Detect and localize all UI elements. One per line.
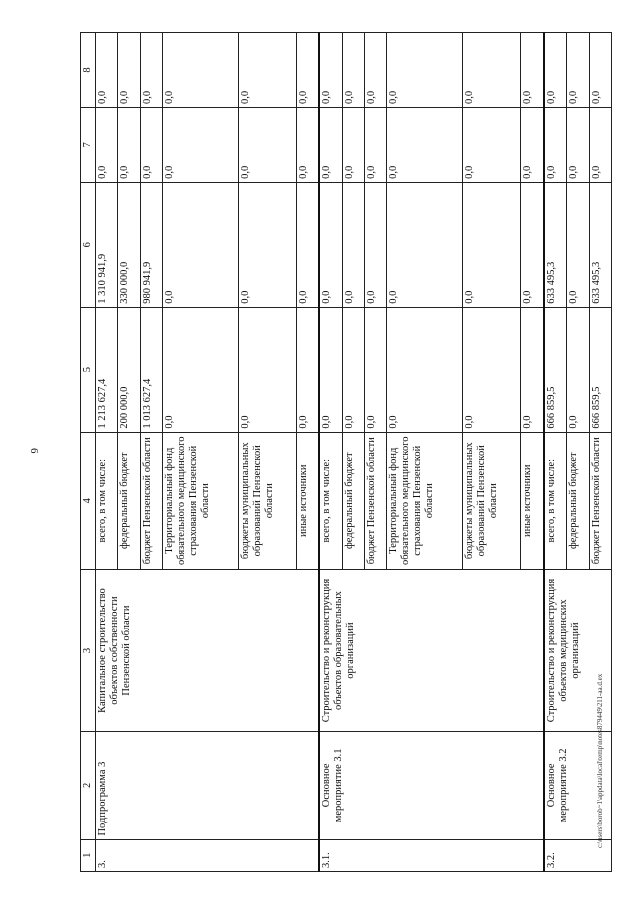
funding-source: всего, в том числе: (96, 432, 118, 569)
value-col5: 1 013 627,4 (140, 307, 162, 432)
value-col7: 0,0 (96, 107, 118, 182)
value-col8: 0,0 (140, 33, 162, 108)
column-header: 2 (81, 732, 96, 839)
value-col6: 0,0 (342, 182, 364, 307)
item-description: Строительство и реконструкция объектов образовательных организаций (319, 569, 544, 731)
value-col6: 980 941,9 (140, 182, 162, 307)
value-col5: 0,0 (162, 307, 238, 432)
value-col7: 0,0 (365, 107, 387, 182)
value-col7: 0,0 (589, 107, 611, 182)
value-col5: 0,0 (463, 307, 521, 432)
value-col8: 0,0 (296, 33, 319, 108)
value-col6: 0,0 (521, 182, 544, 307)
funding-source: всего, в том числе: (319, 432, 342, 569)
budget-table (80, 32, 612, 872)
value-col6: 633 495,3 (589, 182, 611, 307)
funding-source: иные источники (296, 432, 319, 569)
value-col5: 0,0 (319, 307, 342, 432)
value-col6: 0,0 (387, 182, 463, 307)
item-name: Подпрограмма 3 (96, 732, 320, 839)
value-col6: 0,0 (319, 182, 342, 307)
funding-source: федеральный бюджет (118, 432, 140, 569)
value-col8: 0,0 (567, 33, 589, 108)
value-col8: 0,0 (387, 33, 463, 108)
value-col5: 0,0 (238, 307, 296, 432)
page-number: 6 (28, 448, 40, 454)
column-number-row (81, 33, 96, 872)
value-col8: 0,0 (238, 33, 296, 108)
value-col5: 666 859,5 (589, 307, 611, 432)
item-name: Основное мероприятие 3.1 (319, 732, 544, 839)
funding-source: бюджет Пензенской области (589, 432, 611, 569)
value-col6: 0,0 (567, 182, 589, 307)
column-header: 6 (81, 182, 96, 307)
column-header: 5 (81, 307, 96, 432)
value-col6: 0,0 (162, 182, 238, 307)
value-col5: 666 859,5 (544, 307, 567, 432)
value-col7: 0,0 (544, 107, 567, 182)
value-col7: 0,0 (521, 107, 544, 182)
value-col7: 0,0 (162, 107, 238, 182)
funding-source: бюджеты муниципальных образований Пензенской области (238, 432, 296, 569)
item-description: Строительство и реконструкция объектов медицинских организаций (544, 569, 612, 731)
column-header: 7 (81, 107, 96, 182)
value-col5: 0,0 (387, 307, 463, 432)
value-col7: 0,0 (140, 107, 162, 182)
item-number: 3.1. (319, 839, 544, 871)
funding-source: Территориальный фонд обязательного медицинского страхования Пензенской области (387, 432, 463, 569)
value-col7: 0,0 (567, 107, 589, 182)
value-col6: 0,0 (365, 182, 387, 307)
value-col8: 0,0 (589, 33, 611, 108)
item-number: 3.2. (544, 839, 612, 871)
footer-file-path: c:\users\borob~1\appdata\local\temp\notes879449\211-aa.d.ex (596, 673, 604, 848)
value-col8: 0,0 (319, 33, 342, 108)
value-col7: 0,0 (342, 107, 364, 182)
value-col7: 0,0 (238, 107, 296, 182)
table-row (319, 33, 342, 872)
funding-source: Территориальный фонд обязательного медицинского страхования Пензенской области (162, 432, 238, 569)
column-header: 1 (81, 839, 96, 871)
item-description: Капитальное строительство объектов собственности Пензенской области (96, 569, 320, 731)
value-col6: 633 495,3 (544, 182, 567, 307)
funding-source: бюджет Пензенской области (140, 432, 162, 569)
funding-source: бюджеты муниципальных образований Пензенской области (463, 432, 521, 569)
value-col5: 0,0 (365, 307, 387, 432)
value-col8: 0,0 (342, 33, 364, 108)
value-col8: 0,0 (365, 33, 387, 108)
table-row (544, 33, 567, 872)
value-col7: 0,0 (118, 107, 140, 182)
funding-source: бюджет Пензенской области (365, 432, 387, 569)
value-col6: 330 000,0 (118, 182, 140, 307)
value-col8: 0,0 (118, 33, 140, 108)
funding-source: всего, в том числе: (544, 432, 567, 569)
value-col5: 0,0 (567, 307, 589, 432)
value-col5: 200 000,0 (118, 307, 140, 432)
value-col6: 0,0 (463, 182, 521, 307)
value-col7: 0,0 (463, 107, 521, 182)
value-col5: 0,0 (521, 307, 544, 432)
value-col6: 1 310 941,9 (96, 182, 118, 307)
funding-source: федеральный бюджет (342, 432, 364, 569)
value-col7: 0,0 (319, 107, 342, 182)
value-col6: 0,0 (296, 182, 319, 307)
landscape-sheet (80, 32, 612, 872)
column-header: 3 (81, 569, 96, 731)
value-col5: 0,0 (296, 307, 319, 432)
value-col8: 0,0 (463, 33, 521, 108)
item-name: Основное мероприятие 3.2 (544, 732, 612, 839)
value-col8: 0,0 (521, 33, 544, 108)
value-col6: 0,0 (238, 182, 296, 307)
column-header: 8 (81, 33, 96, 108)
funding-source: федеральный бюджет (567, 432, 589, 569)
value-col8: 0,0 (96, 33, 118, 108)
funding-source: иные источники (521, 432, 544, 569)
value-col7: 0,0 (296, 107, 319, 182)
value-col8: 0,0 (544, 33, 567, 108)
value-col5: 0,0 (342, 307, 364, 432)
table-row (96, 33, 118, 872)
item-number: 3. (96, 839, 320, 871)
value-col5: 1 213 627,4 (96, 307, 118, 432)
value-col8: 0,0 (162, 33, 238, 108)
column-header: 4 (81, 432, 96, 569)
value-col7: 0,0 (387, 107, 463, 182)
